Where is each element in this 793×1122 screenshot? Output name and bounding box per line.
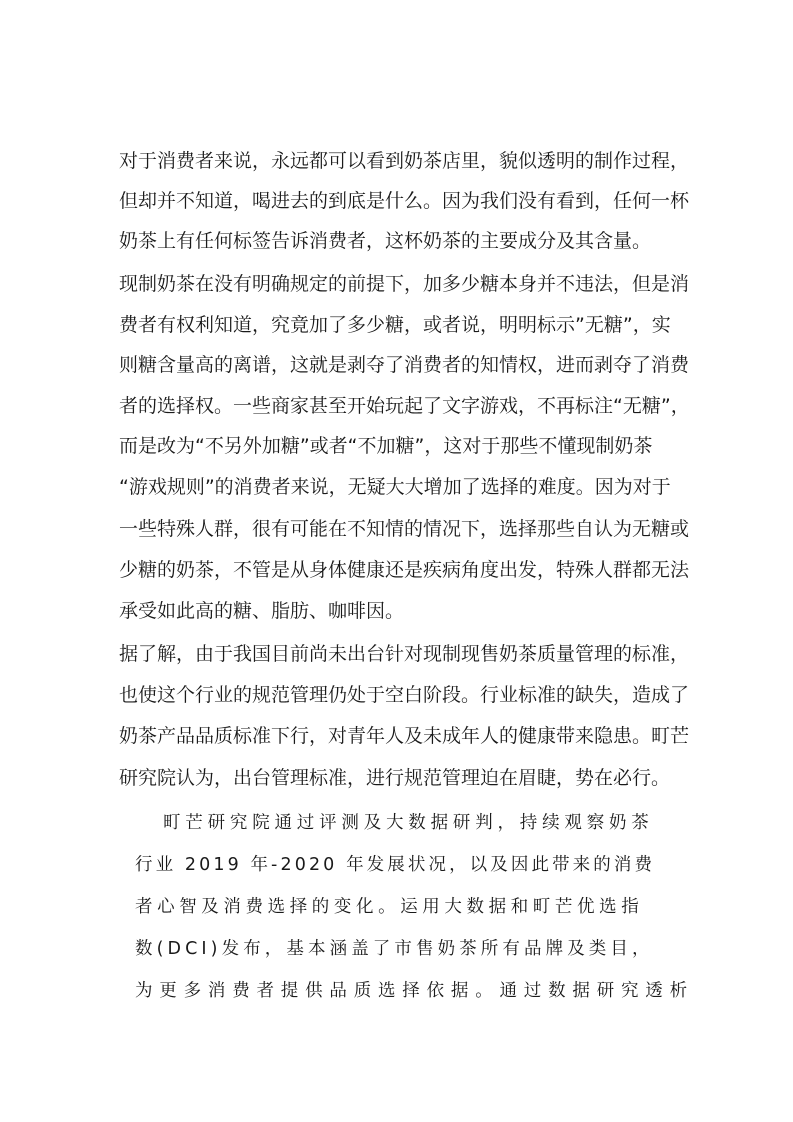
paragraph-2-line-8: 少糖的奶茶，不管是从身体健康还是疾病角度出发，特殊人群都无法 xyxy=(119,559,690,581)
paragraph-2-line-4: 者的选择权。一些商家甚至开始玩起了文字游戏，不再标注“无糖”， xyxy=(119,395,690,417)
paragraph-4-line-3: 者心智及消费选择的变化。运用大数据和町芒优选指 xyxy=(135,897,644,917)
paragraph-1-line-2: 但却并不知道，喝进去的到底是什么。因为我们没有看到，任何一杯 xyxy=(119,190,690,212)
paragraph-2-line-1: 现制奶茶在没有明确规定的前提下，加多少糖本身并不违法，但是消 xyxy=(119,273,690,295)
paragraph-2-line-3: 则糖含量高的离谱，这就是剥夺了消费者的知情权，进而剥夺了消费 xyxy=(119,354,690,376)
paragraph-4-line-1: 町芒研究院通过评测及大数据研判，持续观察奶茶 xyxy=(163,813,654,833)
paragraph-1-line-3: 奶茶上有任何标签告诉消费者，这杯奶茶的主要成分及其含量。 xyxy=(119,230,652,252)
paragraph-4-line-5: 为更多消费者提供品质选择依据。通过数据研究透析 xyxy=(135,981,694,1001)
paragraph-3-line-2: 也使这个行业的规范管理仍处于空白阶段。行业标准的缺失，造成了 xyxy=(119,684,690,706)
paragraph-2-line-5: 而是改为“不另外加糖”或者“不加糖”，这对于那些不懂现制奶茶 xyxy=(119,435,653,457)
paragraph-2-line-2: 费者有权利知道，究竟加了多少糖，或者说，明明标示”无糖”，实 xyxy=(119,314,671,336)
paragraph-3-line-3: 奶茶产品品质标准下行，对青年人及未成年人的健康带来隐患。町芒 xyxy=(119,725,690,747)
paragraph-4-line-4: 数(DCI)发布，基本涵盖了市售奶茶所有品牌及类目， xyxy=(135,939,654,959)
paragraph-3-line-1: 据了解，由于我国目前尚未出台针对现制现售奶茶质量管理的标准， xyxy=(119,643,690,665)
paragraph-2-line-6: “游戏规则”的消费者来说，无疑大大增加了选择的难度。因为对于 xyxy=(119,476,671,498)
paragraph-1-line-1: 对于消费者来说，永远都可以看到奶茶店里，貌似透明的制作过程， xyxy=(119,150,690,172)
paragraph-4-line-2: 行业 2019 年-2020 年发展状况，以及因此带来的消费 xyxy=(135,855,656,875)
paragraph-2-line-9: 承受如此高的糖、脂肪、咖啡因。 xyxy=(119,600,405,622)
paragraph-3-line-4: 研究院认为，出台管理标准，进行规范管理迫在眉睫，势在必行。 xyxy=(119,767,671,789)
paragraph-2-line-7: 一些特殊人群，很有可能在不知情的情况下，选择那些自认为无糖或 xyxy=(119,518,690,540)
